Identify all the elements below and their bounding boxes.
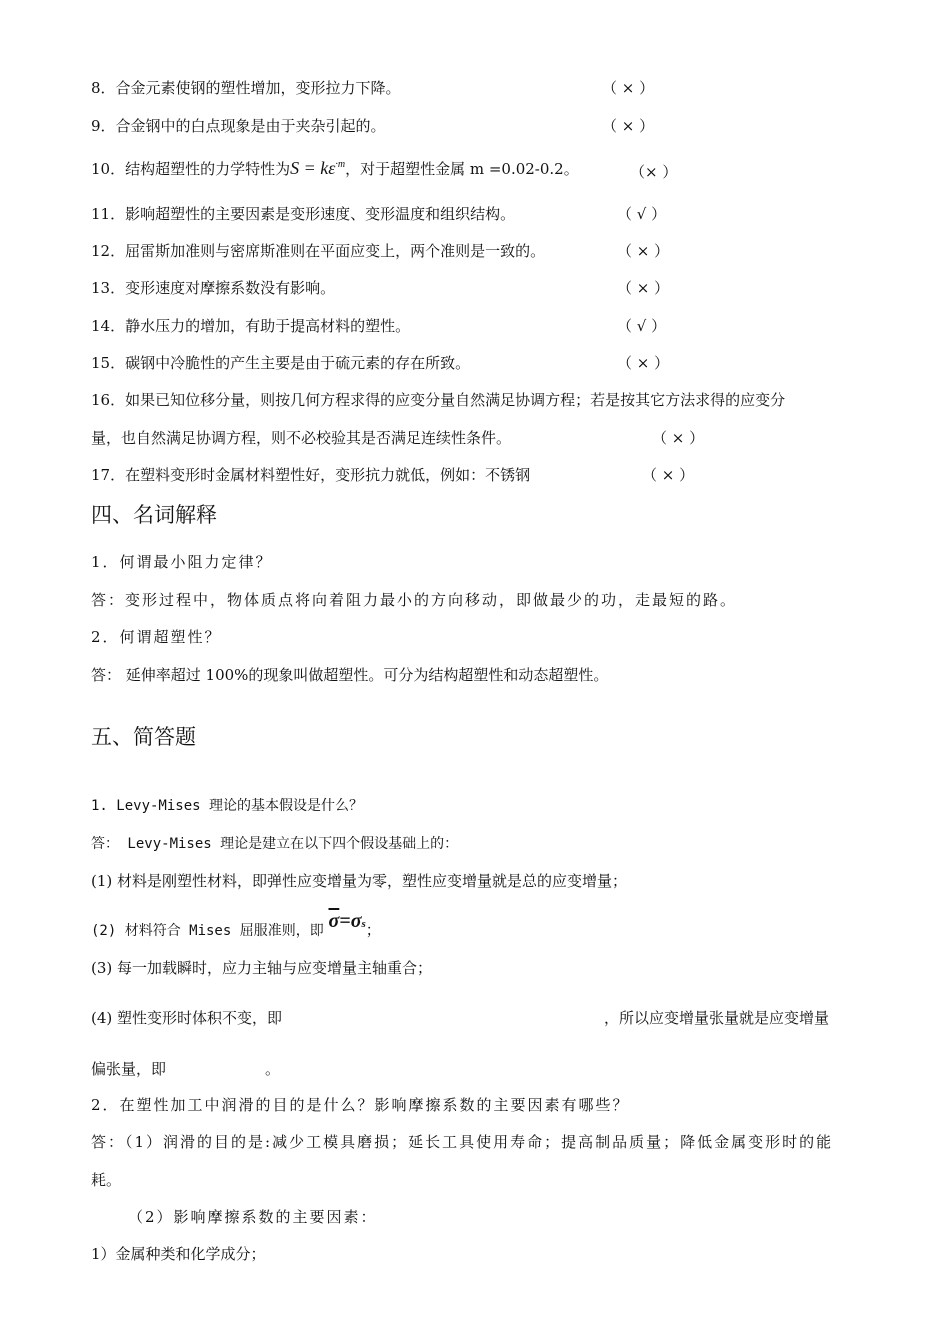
section5-answer-2-sub: （2）影响摩擦系数的主要因素： [128, 1208, 378, 1226]
judgment-mark-9: （ × ） [602, 117, 655, 135]
judgment-text-after: ，对于超塑性金属 m =0.02-0.2。 [345, 160, 579, 178]
judgment-mark-8: （ × ） [602, 79, 655, 97]
judgment-text: 14．静水压力的增加，有助于提高材料的塑性。 [91, 317, 411, 335]
judgment-mark-12: （ × ） [617, 242, 670, 260]
section5-assumption-1: (1) 材料是刚塑性材料，即弹性应变增量为零，塑性应变增量就是总的应变增量； [91, 872, 628, 890]
judgment-text: 11．影响超塑性的主要因素是变形速度、变形温度和组织结构。 [91, 205, 516, 223]
section5-question-2: 2．在塑性加工中润滑的目的是什么？影响摩擦系数的主要因素有哪些？ [91, 1096, 630, 1114]
judgment-item-13 [91, 277, 335, 298]
judgment-item-10 [91, 158, 579, 179]
judgment-item-17 [91, 464, 530, 485]
assumption-2-text: (2) 材料符合 Mises 屈服准则，即 [91, 923, 324, 939]
section5-assumption-2 [91, 910, 381, 941]
judgment-text: 12．屈雷斯加准则与密席斯准则在平面应变上，两个准则是一致的。 [91, 242, 546, 260]
judgment-mark-13: （ × ） [617, 279, 670, 297]
assumption-4-text: (4) 塑性变形时体积不变，即 [91, 1009, 283, 1027]
section5-assumption-3: (3) 每一加载瞬时，应力主轴与应变增量主轴重合； [91, 959, 433, 977]
judgment-item-14 [91, 315, 410, 336]
judgment-item-16-cont [91, 427, 511, 448]
judgment-mark-16: （ × ） [652, 429, 705, 447]
judgment-mark-11: （ √ ） [617, 205, 667, 223]
judgment-item-15 [91, 352, 470, 373]
assumption-4-cont-text: 偏张量，即 [91, 1060, 167, 1078]
mises-eq: = [339, 910, 351, 932]
formula-k: k [320, 158, 329, 178]
mises-formula [329, 910, 366, 932]
judgment-item-16 [91, 389, 785, 410]
section5-answer-2-line2: 耗。 [91, 1171, 122, 1189]
section5-assumption-4-cont [91, 1058, 166, 1079]
section5-answer-2-item1: 1）金属种类和化学成分； [91, 1245, 266, 1263]
mises-rhs: σ [350, 910, 362, 932]
judgment-text: 17．在塑料变形时金属材料塑性好，变形抗力就低，例如：不锈钢 [91, 466, 531, 484]
assumption-2-end: ； [365, 921, 381, 939]
formula-eps: ε [328, 158, 336, 178]
section5-assumption-4 [91, 1007, 282, 1028]
judgment-mark-15: （ × ） [617, 354, 670, 372]
judgment-text: 10．结构超塑性的力学特性为 [91, 160, 291, 178]
section4-answer-2: 答： 延伸率超过 100%的现象叫做超塑性。可分为结构超塑性和动态超塑性。 [91, 666, 609, 684]
judgment-mark-17: （ × ） [642, 466, 695, 484]
section5-question-1: 1. Levy-Mises 理论的基本假设是什么？ [91, 798, 364, 814]
section5-title: 五、简答题 [91, 725, 196, 749]
assumption-4-tail: ，所以应变增量张量就是应变增量 [604, 1009, 830, 1027]
judgment-mark-14: （ √ ） [617, 317, 667, 335]
formula-lhs: S [290, 158, 300, 178]
judgment-item-8 [91, 77, 401, 98]
judgment-item-9 [91, 115, 386, 136]
formula-exp: ·m [335, 159, 346, 170]
section5-answer-1-intro: 答： Levy-Mises 理论是建立在以下四个假设基础上的： [91, 836, 459, 852]
section4-question-2: 2．何谓超塑性？ [91, 628, 222, 646]
judgment-text: 13．变形速度对摩擦系数没有影响。 [91, 279, 336, 297]
superplastic-formula [290, 158, 345, 178]
section4-answer-1: 答：变形过程中，物体质点将向着阻力最小的方向移动，即做最少的功，走最短的路。 [91, 591, 738, 609]
formula-eq: = [299, 158, 321, 178]
mises-sub: s [361, 918, 366, 930]
section4-title: 四、名词解释 [91, 503, 217, 527]
judgment-item-12 [91, 240, 545, 261]
judgment-text: 8．合金元素使钢的塑性增加，变形拉力下降。 [91, 79, 401, 97]
mises-lhs: $\overline{\sigma}$ [328, 910, 340, 932]
assumption-4-cont-end: 。 [265, 1060, 281, 1078]
judgment-text-cont: 量，也自然满足协调方程，则不必校验其是否满足连续性条件。 [91, 429, 512, 447]
judgment-text: 16．如果已知位移分量，则按几何方程求得的应变分量自然满足协调方程；若是按其它方法求得的应变分 [91, 391, 786, 409]
judgment-text: 15．碳钢中冷脆性的产生主要是由于硫元素的存在所致。 [91, 354, 471, 372]
section4-question-1: 1．何谓最小阻力定律？ [91, 553, 273, 571]
judgment-text: 9．合金钢中的白点现象是由于夹杂引起的。 [91, 117, 386, 135]
section5-answer-2-line1: 答：（1）润滑的目的是:减少工模具磨损；延长工具使用寿命；提高制品质量；降低金属变形时的能 [91, 1133, 834, 1151]
judgment-mark-10: （× ） [630, 163, 678, 181]
judgment-item-11 [91, 203, 515, 224]
